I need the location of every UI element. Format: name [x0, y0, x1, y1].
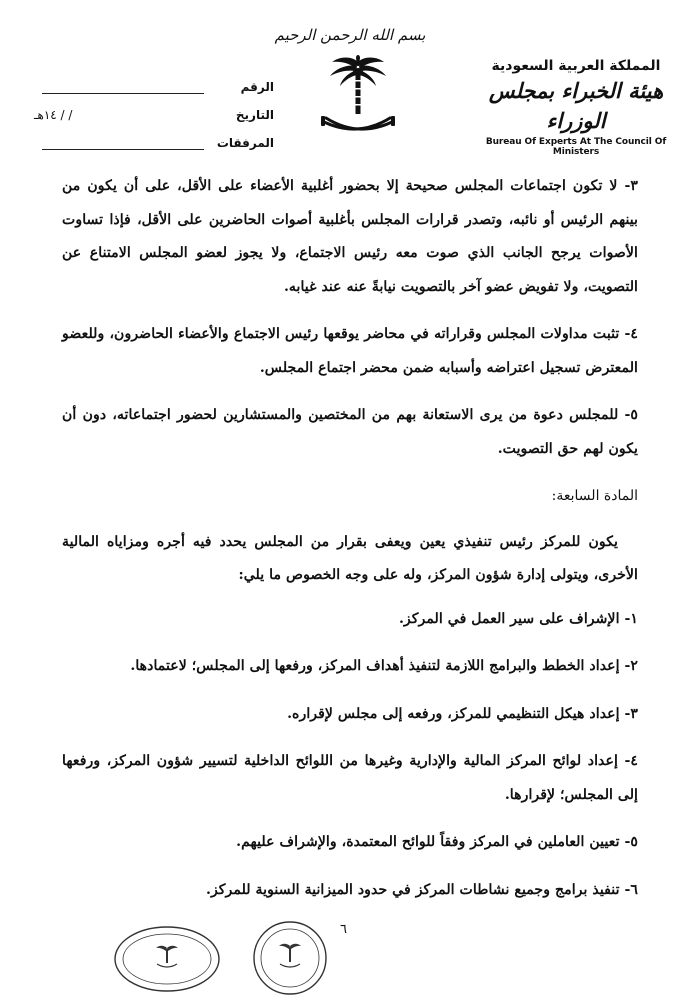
paragraph-3: ٣- لا تكون اجتماعات المجلس صحيحة إلا بحضور أغلبية الأعضاء على الأقل، على أن يكون من بينهم الرئيس أو نائبه، وتصدر قرارات المجلس بأغلبية أصوات الحاضرين على الأقل، فإذا تساوت الأصوات يرجح الجانب الذي صوت معه رئيس الاجتماع، ولا يجوز لعضو المجلس الامتناع عن التصويت، ولا تفويض عضو آخر بالتصويت نيابةً عنه عند غيابه. [62, 178, 638, 295]
list-item: ٣- إعداد هيكل التنظيمي للمركز، ورفعه إلى مجلس لإقراره. [287, 705, 638, 722]
number-label: الرقم [240, 80, 274, 94]
bureau-name-en: Bureau Of Experts At The Council Of Ministers [485, 137, 667, 157]
document-body [62, 170, 638, 921]
number-line [42, 79, 204, 94]
article-heading: المادة السابعة: [551, 488, 638, 504]
paragraph-4: ٤- تثبت مداولات المجلس وقراراته في محاضر يوقعها رئيس الاجتماع والأعضاء الحاضرون، وللعضو المعترض تسجيل اعتراضه وأسبابه ضمن محضر اجتماع المجلس. [62, 326, 638, 376]
attachments-row [34, 122, 274, 150]
list-item: ٤- إعداد لوائح المركز المالية والإدارية وغيرها من اللوائح الداخلية لتسيير شؤون المركز، ورفعها إلى المجلس؛ لإقرارها. [62, 753, 638, 803]
organization-block [476, 58, 676, 157]
saudi-emblem-icon [318, 52, 398, 144]
number-row [34, 66, 274, 94]
list-item: ٦- تنفيذ برامج وجميع نشاطات المركز في حدود الميزانية السنوية للمركز. [206, 881, 638, 898]
attachments-line [42, 135, 204, 150]
basmala: بسم الله الرحمن الرحيم [274, 26, 426, 44]
stamp-secretariat [112, 924, 222, 994]
date-label: التاريخ [235, 108, 274, 122]
date-value: / / ١٤هـ [34, 108, 73, 122]
country-name: المملكة العربية السعودية [491, 58, 661, 74]
list-item: ٢- إعداد الخطط والبرامج اللازمة لتنفيذ أهداف المركز، ورفعها إلى المجلس؛ لاعتمادها. [130, 658, 638, 674]
list-item: ١- الإشراف على سير العمل في المركز. [398, 610, 638, 627]
article-intro: يكون للمركز رئيس تنفيذي يعين ويعفى بقرار من المجلس يحدد فيه أجره ومزاياه المالية الأخرى، ويتولى إدارة شؤون المركز، وله على وجه الخصوص ما يلي: [62, 533, 638, 583]
list-item: ٥- تعيين العاملين في المركز وفقاً للوائح المعتمدة، والإشراف عليهم. [236, 834, 638, 850]
date-row [34, 94, 274, 122]
paragraph-5: ٥- للمجلس دعوة من يرى الاستعانة بهم من المختصين والمستشارين لحضور اجتماعاته، دون أن يكون لهم حق التصويت. [62, 407, 638, 457]
attachments-label: المرفقات [216, 136, 274, 150]
page-number: ٦ [340, 922, 347, 937]
document-meta [34, 66, 274, 150]
stamp-bureau [248, 920, 332, 996]
bureau-name-ar: هيئة الخبراء بمجلس الوزراء [488, 79, 664, 133]
